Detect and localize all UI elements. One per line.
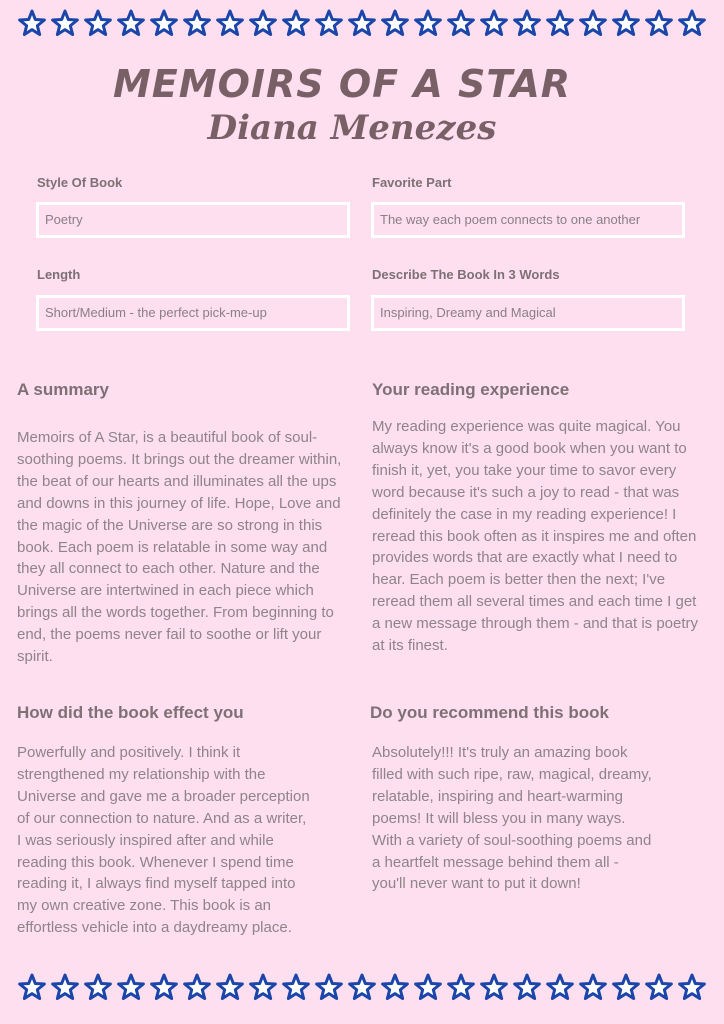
star-outline-icon (116, 972, 146, 1002)
star-outline-icon (413, 972, 443, 1002)
star-outline-icon (512, 972, 542, 1002)
summary-heading: A summary (17, 380, 109, 399)
favorite-part-label: Favorite Part (372, 175, 452, 190)
star-outline-icon (182, 972, 212, 1002)
star-outline-icon (182, 8, 212, 38)
star-outline-icon (17, 972, 47, 1002)
star-outline-icon (17, 8, 47, 38)
top-star-border (0, 8, 724, 48)
star-outline-icon (248, 8, 278, 38)
star-outline-icon (215, 8, 245, 38)
style-field: Poetry (36, 202, 350, 238)
reading-experience-heading: Your reading experience (372, 380, 570, 399)
star-outline-icon (149, 972, 179, 1002)
star-outline-icon (545, 8, 575, 38)
star-outline-icon (446, 8, 476, 38)
star-outline-icon (50, 8, 80, 38)
summary-text: Memoirs of A Star, is a beautiful book of soul-soothing poems. It brings out the dreamer within, the beat of our hearts and illuminates all the ups and downs in this journey of life. Hope, Love and the magic of the Universe are so strong in this book. Each poem is relatable in some way and they all connect to each other. Nature and the Universe are intertwined in each piece which brings all the words together. From beginning to end, the poems never fail to soothe or lift your spirit. (17, 429, 342, 666)
star-outline-icon (248, 972, 278, 1002)
recommend-text: Absolutely!!! It's truly an amazing book filled with such ripe, raw, magical, dreamy, relatable, inspiring and heart-warming poems! It will bless you in many ways. With a variety of soul-soothing poems and a heartfelt message behind them all - you'll never want to put it down! (372, 744, 652, 893)
three-words-field: Inspiring, Dreamy and Magical (371, 295, 685, 331)
effect-text: Powerfully and positively. I think it strengthened my relationship with the Universe and gave me a broader perception of our connection to nature. And as a writer, I was seriously inspired after and while reading this book. Whenever I spend time reading it, I always find myself tapped into my own creative zone. This book is an effortless vehicle into a daydreamy place. (17, 744, 310, 937)
favorite-part-field: The way each poem connects to one another (371, 202, 685, 238)
star-outline-icon (644, 972, 674, 1002)
recommend-heading: Do you recommend this book (370, 703, 609, 722)
star-outline-icon (644, 8, 674, 38)
star-outline-icon (380, 8, 410, 38)
reading-experience-text: My reading experience was quite magical. You always know it's a good book when you want to finish it, yet, you take your time to savor every word because it's such a joy to read - that was definitely the case in my reading experience! I reread this book often as it inspires me and often provides words that are exactly what I need to hear. Each poem is better then the next; I've reread them all several times and each time I get a new message through them - and that is poetry at its finest. (372, 418, 699, 655)
effect-heading: How did the book effect you (17, 703, 244, 722)
star-outline-icon (380, 972, 410, 1002)
star-outline-icon (413, 8, 443, 38)
star-outline-icon (347, 8, 377, 38)
star-outline-icon (314, 8, 344, 38)
star-outline-icon (611, 8, 641, 38)
star-outline-icon (446, 972, 476, 1002)
style-label: Style Of Book (37, 175, 123, 190)
star-outline-icon (677, 972, 707, 1002)
star-outline-icon (281, 8, 311, 38)
length-field: Short/Medium - the perfect pick-me-up (36, 295, 350, 331)
star-outline-icon (512, 8, 542, 38)
bottom-star-border (0, 972, 724, 1012)
star-outline-icon (479, 972, 509, 1002)
three-words-label: Describe The Book In 3 Words (372, 267, 560, 282)
star-outline-icon (149, 8, 179, 38)
length-label: Length (37, 267, 81, 282)
star-outline-icon (479, 8, 509, 38)
star-outline-icon (50, 972, 80, 1002)
star-outline-icon (347, 972, 377, 1002)
star-outline-icon (611, 972, 641, 1002)
book-author: Diana Menezes (207, 108, 497, 148)
book-title: MEMOIRS OF A STAR (112, 62, 572, 106)
star-outline-icon (578, 972, 608, 1002)
star-outline-icon (116, 8, 146, 38)
star-outline-icon (215, 972, 245, 1002)
star-outline-icon (83, 972, 113, 1002)
star-outline-icon (83, 8, 113, 38)
star-outline-icon (677, 8, 707, 38)
star-outline-icon (578, 8, 608, 38)
star-outline-icon (281, 972, 311, 1002)
star-outline-icon (545, 972, 575, 1002)
star-outline-icon (314, 972, 344, 1002)
